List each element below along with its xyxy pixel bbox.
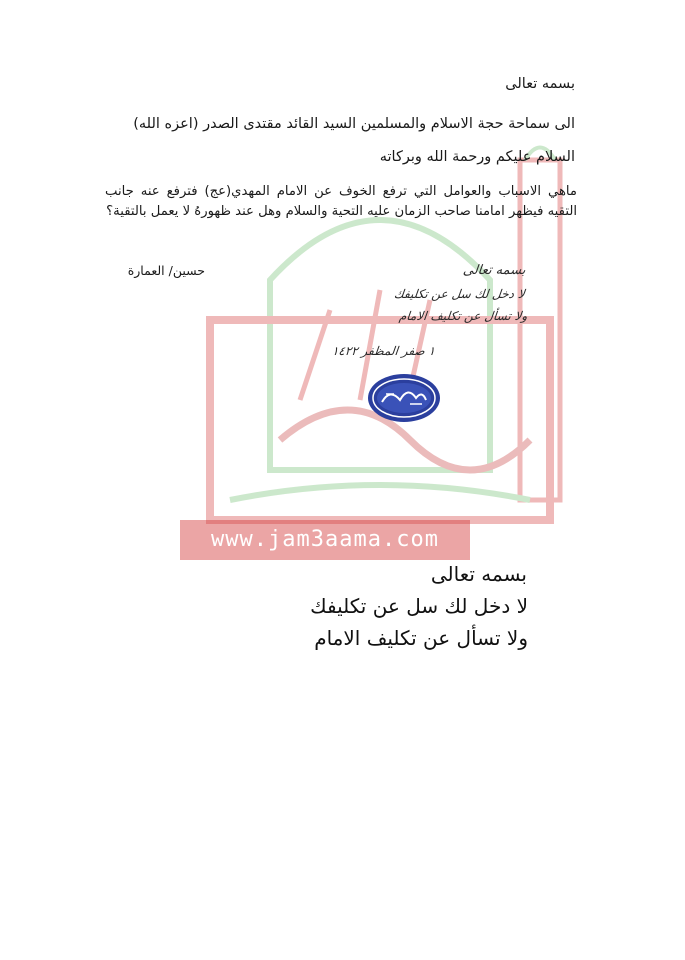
typed-reply-line-2: ولا تسأل عن تكليف الامام [314,626,528,650]
typed-reply-line-1: لا دخل لك سل عن تكليفك [310,594,528,618]
official-seal-stamp [366,372,442,424]
handwritten-reply-line-1: لا دخل لك سل عن تكليفك [393,287,526,301]
handwritten-date: ١ صفر المظفر ١٤٢٢ [331,344,436,358]
greeting-line: السلام عليكم ورحمة الله وبركاته [379,149,575,165]
typed-reply-basmala: بسمه تعالى [430,562,527,586]
sender-signature: حسين/ العمارة [127,263,205,278]
question-paragraph: ماهي الاسباب والعوامل التي ترفع الخوف عن الامام المهدي(عج) فترفع عنه جانب التقيه فيظهر امامنا صاحب الزمان عليه التحية والسلام وهل عند ظهورهُ لا يعمل بالتقية؟ [105,184,577,219]
handwritten-reply-line-2: ولا تسأل عن تكليف الامام [397,309,528,323]
basmala-heading: بسمه تعالى [505,76,575,92]
addressee-line: الى سماحة حجة الاسلام والمسلمين السيد القائد مقتدى الصدر (اعزه الله) [133,116,575,132]
handwritten-basmala: بسمه تعالى [461,263,526,278]
watermark-url: www.jam3aama.com [180,520,470,560]
